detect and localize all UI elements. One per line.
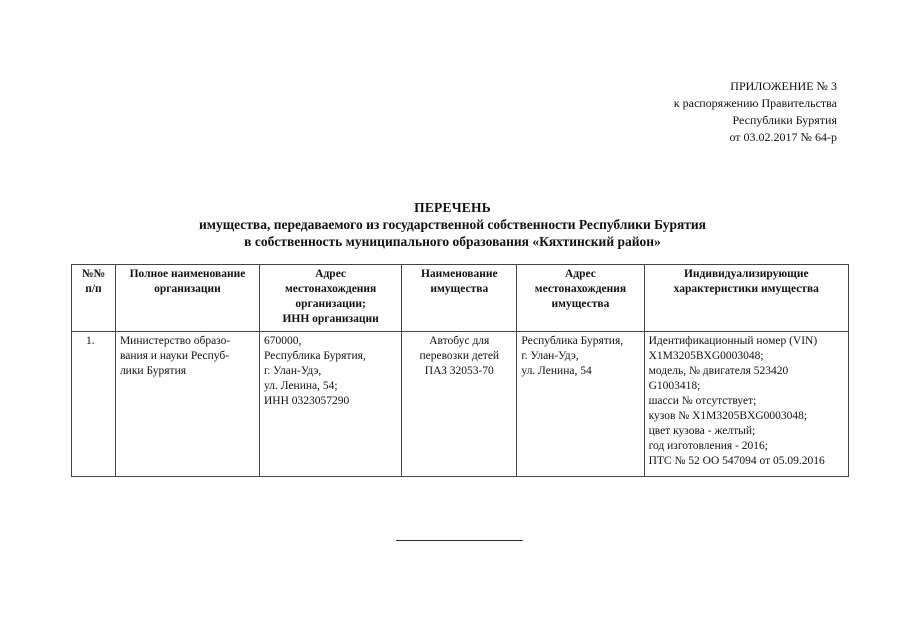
header-addr: Адрес местонахождения организации; ИНН организации	[259, 265, 401, 332]
table-row	[72, 332, 849, 477]
header-org: Полное наименование организации	[115, 265, 259, 332]
appendix-order-ref: к распоряжению Правительства	[673, 96, 837, 110]
header-property: Наименование имущества	[402, 265, 517, 332]
document-title	[0, 199, 905, 250]
header-property-address: Адрес местонахождения имущества	[517, 265, 644, 332]
property-table	[71, 264, 849, 477]
title-line-1: имущества, передаваемого из государственной собственности Республики Бурятия	[199, 217, 706, 232]
row-characteristics: Идентификационный номер (VIN) X1M3205BXG0003048; модель, № двигателя 523420 G1003418; шасси № отсутствует; кузов № X1M3205BXG0003048; цвет кузова - желтый; год изготовления - 2016; ПТС № 52 ОО 547094 от 05.09.2016	[644, 332, 848, 477]
table-header-row	[72, 265, 849, 332]
title-line-2: в собственность муниципального образования «Кяхтинский район»	[244, 234, 661, 249]
header-num: №№ п/п	[72, 265, 116, 332]
header-characteristics: Индивидуализирующие характеристики имущества	[644, 265, 848, 332]
appendix-header	[577, 78, 837, 146]
row-num: 1.	[72, 332, 116, 477]
row-property-address: Республика Бурятия, г. Улан-Удэ, ул. Ленина, 54	[517, 332, 644, 477]
row-org-address: 670000, Республика Бурятия, г. Улан-Удэ, ул. Ленина, 54; ИНН 0323057290	[259, 332, 401, 477]
appendix-number: ПРИЛОЖЕНИЕ № 3	[730, 79, 837, 93]
row-org: Министерство образо- вания и науки Респуб- лики Бурятия	[115, 332, 259, 477]
title-heading: ПЕРЕЧЕНЬ	[414, 200, 491, 215]
appendix-date: от 03.02.2017 № 64-р	[729, 130, 837, 144]
appendix-government: Республики Бурятия	[732, 113, 837, 127]
row-property: Автобус для перевозки детей ПАЗ 32053-70	[402, 332, 517, 477]
end-divider-line	[396, 540, 523, 541]
